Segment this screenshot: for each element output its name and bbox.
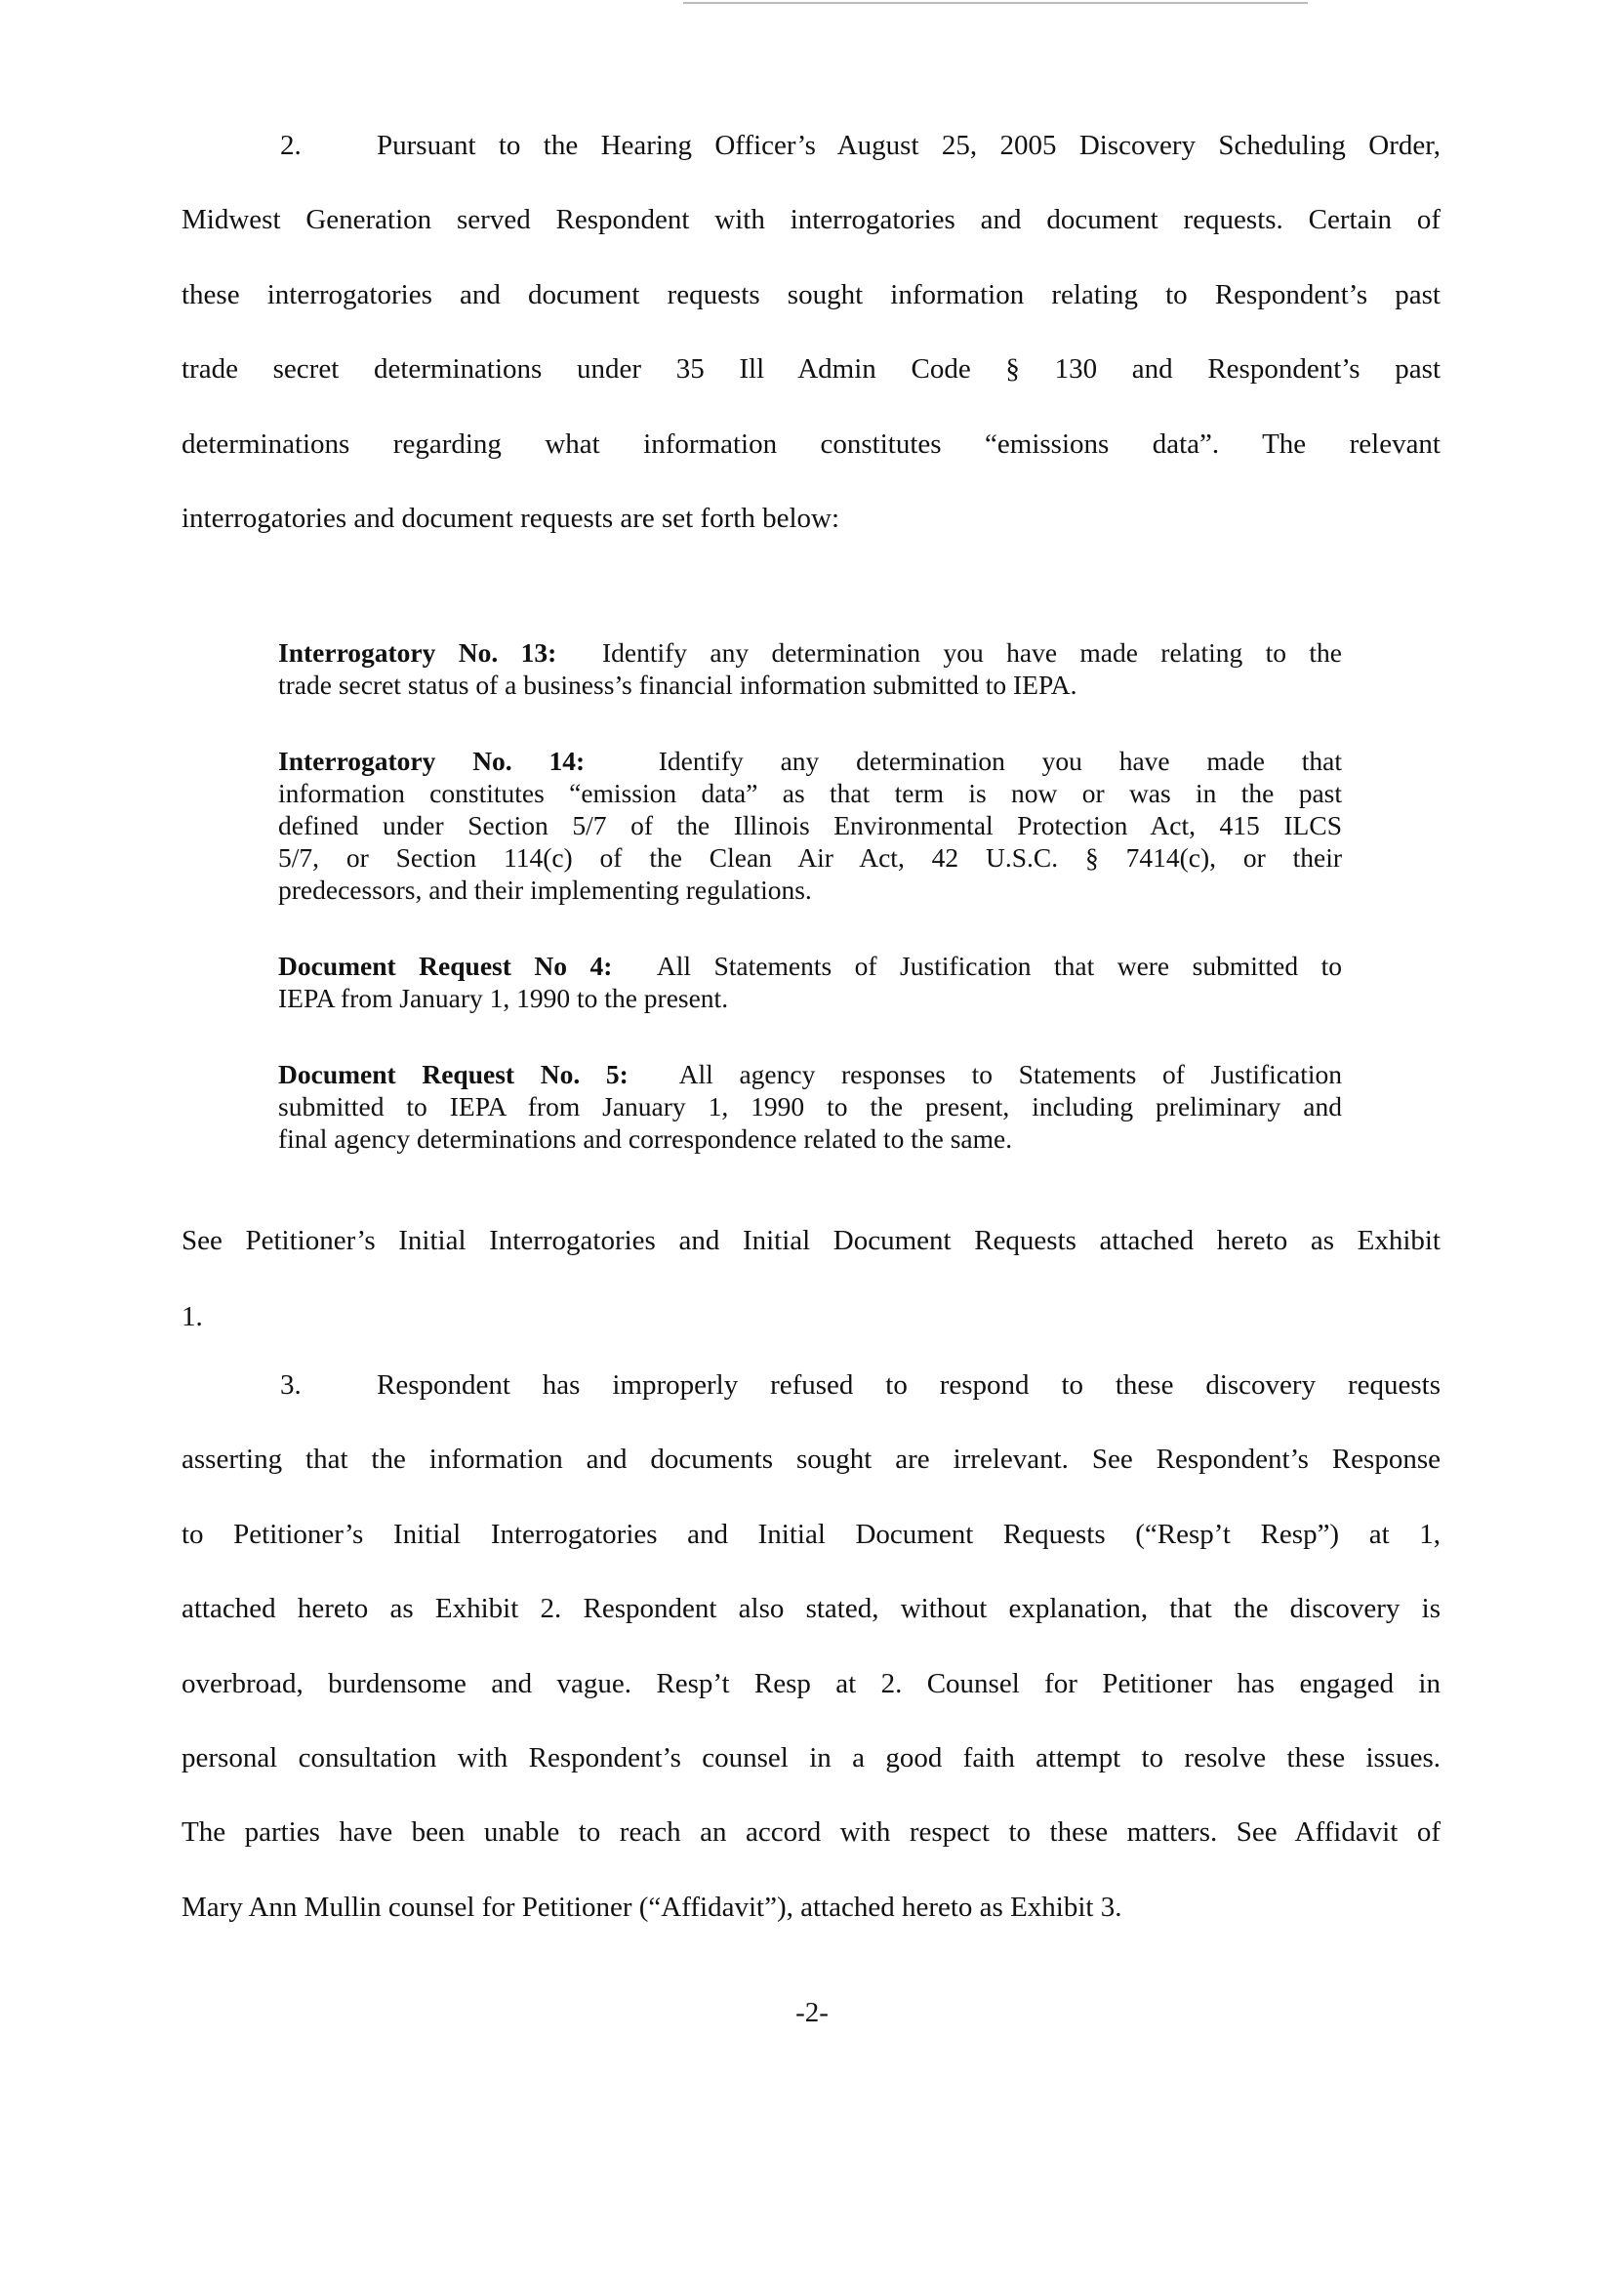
paragraph-number: 3. (280, 1369, 302, 1401)
text-line: Identify any determination you have made that (658, 746, 1343, 776)
text-line: 1. (182, 1301, 203, 1332)
text-line: Pursuant to the Hearing Officer’s August 25, 2005 Discovery Scheduling Order, (377, 130, 1441, 161)
text-line: these interrogatories and document requests sought information relating to Respondent’s past (182, 278, 1441, 310)
text-line: overbroad, burdensome and vague. Resp’t Resp at 2. Counsel for Petitioner has engaged in (182, 1667, 1441, 1699)
text-line: determinations regarding what information constitutes “emissions data”. The relevant (182, 428, 1441, 460)
paragraph-2 (182, 108, 1441, 555)
text-line: trade secret determinations under 35 Ill Admin Code § 130 and Respondent’s past (182, 353, 1441, 386)
text-line: trade secret status of a business’s financial information submitted to IEPA. (278, 670, 1077, 700)
text-line: final agency determinations and correspondence related to the same. (278, 1123, 1013, 1154)
text-line: information constitutes “emission data” as that term is now or was in the past (278, 778, 1342, 808)
document-request-4 (278, 950, 1342, 1014)
text-line: interrogatories and document requests are set forth below: (182, 503, 840, 535)
text-line: predecessors, and their implementing regulations. (278, 875, 812, 905)
text-line: Respondent has improperly refused to respond to these discovery requests (377, 1369, 1441, 1401)
text-line: IEPA from January 1, 1990 to the present. (278, 983, 729, 1013)
text-line: Identify any determination you have made relating to the (601, 637, 1342, 668)
request-label: Interrogatory No. 13: (278, 637, 557, 668)
exhibit-reference (182, 1202, 1441, 1355)
text-line: to Petitioner’s Initial Interrogatories and Initial Document Requests (“Resp’t Resp”) at 1, (182, 1518, 1441, 1550)
text-line: See Petitioner’s Initial Interrogatories and Initial Document Requests attached hereto as Exhibit (182, 1225, 1441, 1256)
text-line: The parties have been unable to reach an accord with respect to these matters. See Affidavit of (182, 1816, 1441, 1849)
text-line: attached hereto as Exhibit 2. Respondent also stated, without explanation, that the discovery is (182, 1593, 1441, 1625)
request-label: Document Request No. 5: (278, 1059, 629, 1089)
discovery-requests-block (278, 636, 1342, 1199)
scan-artifact-line (683, 2, 1308, 4)
text-line: Mary Ann Mullin counsel for Petitioner (“Affidavit”), attached hereto as Exhibit 3. (182, 1891, 1122, 1923)
text-line: submitted to IEPA from January 1, 1990 to the present, including preliminary and (278, 1091, 1342, 1121)
page-number: -2- (795, 1997, 829, 2028)
interrogatory-13 (278, 636, 1342, 701)
text-line: Midwest Generation served Respondent with interrogatories and document requests. Certain of (182, 204, 1441, 236)
text-line: 5/7, or Section 114(c) of the Clean Air Act, 42 U.S.C. § 7414(c), or their (278, 842, 1342, 873)
request-label: Interrogatory No. 14: (278, 746, 586, 776)
request-label: Document Request No 4: (278, 951, 613, 981)
text-line: All agency responses to Statements of Justification (678, 1059, 1342, 1089)
paragraph-3 (182, 1348, 1441, 1944)
text-line: defined under Section 5/7 of the Illinois Environmental Protection Act, 415 ILCS (278, 810, 1342, 840)
text-line: All Statements of Justification that were submitted to (656, 951, 1342, 981)
paragraph-number: 2. (280, 130, 302, 161)
interrogatory-14 (278, 745, 1342, 906)
text-line: personal consultation with Respondent’s counsel in a good faith attempt to resolve these issues. (182, 1742, 1441, 1774)
document-request-5 (278, 1058, 1342, 1155)
text-line: asserting that the information and documents sought are irrelevant. See Respondent’s Response (182, 1444, 1441, 1476)
